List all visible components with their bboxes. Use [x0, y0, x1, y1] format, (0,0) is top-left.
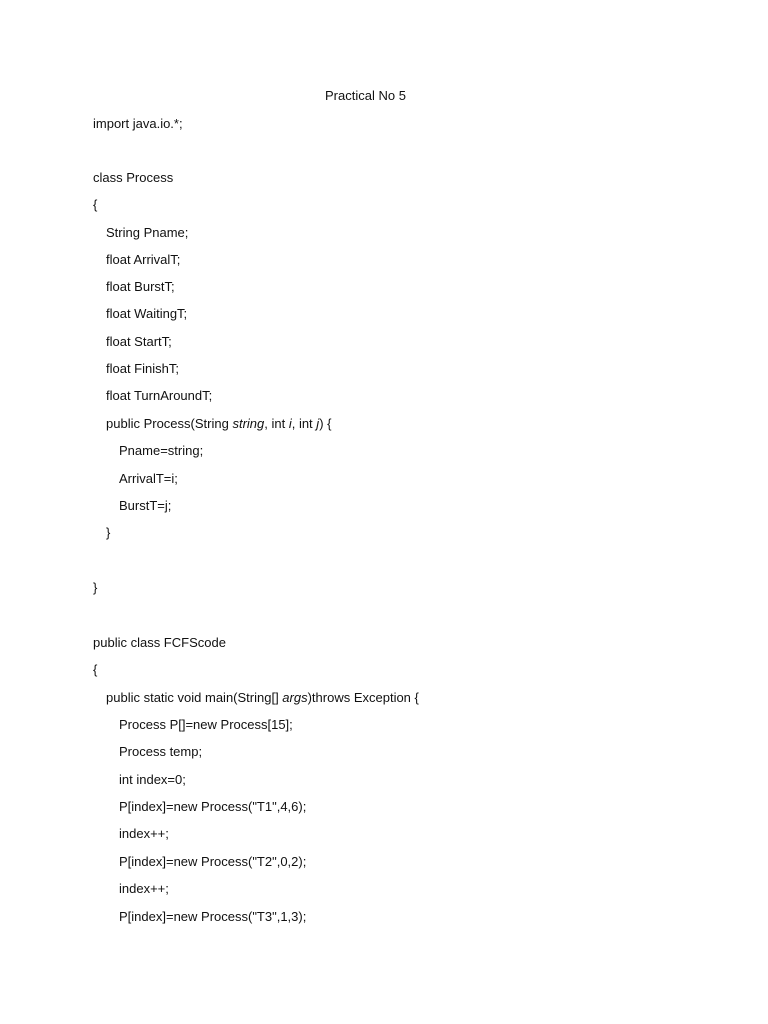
- code-line-field-arrival: float ArrivalT;: [106, 252, 181, 267]
- code-line-process-t2: P[index]=new Process("T2",0,2);: [119, 854, 307, 869]
- code-text: public static void main(String[]: [106, 690, 283, 705]
- code-line-temp-decl: Process temp;: [119, 744, 203, 759]
- code-line-process-t1: P[index]=new Process("T1",4,6);: [119, 799, 307, 814]
- code-line-index-decl: int index=0;: [119, 772, 186, 787]
- code-line-main: [106, 690, 419, 706]
- code-param: i: [288, 416, 292, 431]
- code-line-array-decl: Process P[]=new Process[15];: [119, 717, 293, 732]
- code-text: , int: [291, 416, 317, 431]
- code-line-index-inc-1: index++;: [119, 826, 169, 841]
- code-line-field-finish: float FinishT;: [106, 361, 179, 376]
- code-line-open-brace-2: {: [93, 662, 98, 677]
- code-line-field-turnaround: float TurnAroundT;: [106, 388, 213, 403]
- code-line-assign-arrival: ArrivalT=i;: [119, 471, 178, 486]
- code-line-process-t3: P[index]=new Process("T3",1,3);: [119, 909, 307, 924]
- code-line-close-constructor: }: [106, 525, 111, 540]
- code-line-field-burst: float BurstT;: [106, 279, 175, 294]
- code-line-open-brace: {: [93, 197, 98, 212]
- code-line-class-process: class Process: [93, 170, 174, 185]
- code-text: )throws Exception {: [307, 690, 419, 705]
- code-line-index-inc-2: index++;: [119, 881, 169, 896]
- code-line-field-start: float StartT;: [106, 334, 172, 349]
- code-line-import: import java.io.*;: [93, 116, 183, 131]
- code-line-field-pname: String Pname;: [106, 225, 189, 240]
- code-line-constructor: [106, 416, 331, 432]
- code-line-assign-pname: Pname=string;: [119, 443, 204, 458]
- code-line-class-fcfs: public class FCFScode: [93, 635, 226, 650]
- code-text: ) {: [319, 416, 332, 431]
- code-line-field-waiting: float WaitingT;: [106, 306, 188, 321]
- code-param: j: [316, 416, 320, 431]
- code-param: args: [282, 690, 308, 705]
- code-text: public Process(String: [106, 416, 233, 431]
- code-text: , int: [264, 416, 289, 431]
- document-title: Practical No 5: [325, 88, 406, 103]
- code-line-assign-burst: BurstT=j;: [119, 498, 172, 513]
- code-param: string: [232, 416, 265, 431]
- code-line-close-class: }: [93, 580, 98, 595]
